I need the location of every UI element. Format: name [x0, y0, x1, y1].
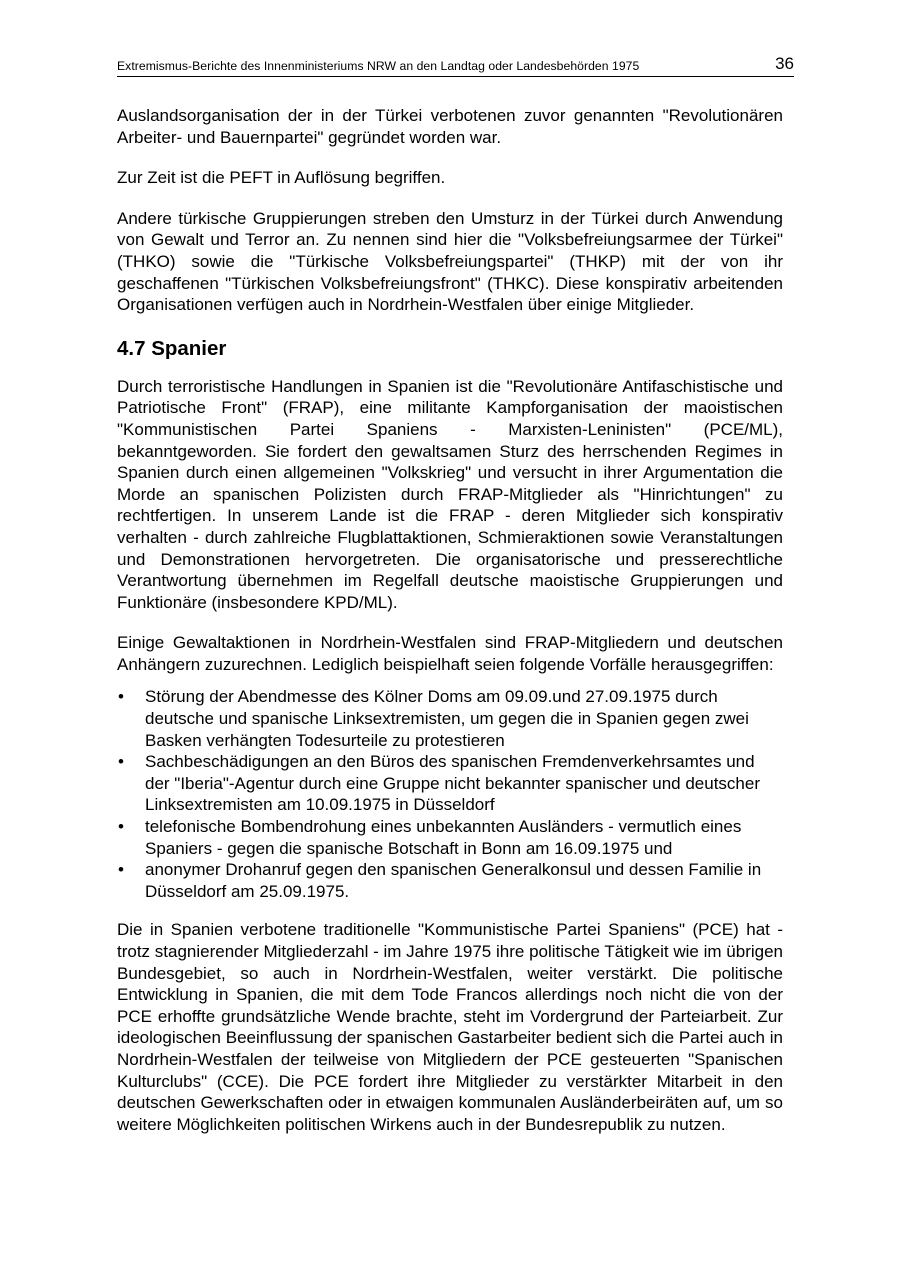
incident-list — [117, 686, 783, 902]
list-item-text: telefonische Bombendrohung eines unbekannten Ausländers - vermutlich eines Spaniers - gegen die spanische Botschaft in Bonn am 16.09.1975 und — [145, 817, 742, 858]
paragraph: Die in Spanien verbotene traditionelle "Kommunistische Partei Spaniens" (PCE) hat - trotz stagnierender Mitgliederzahl - im Jahre 1975 ihre politische Tätigkeit wie im übrigen Bundesgebiet, so auch in Nordrhein-Westfalen, weiter verstärkt. Die politische Entwicklung in Spanien, die mit dem Tode Francos allerdings noch nicht die von der PCE erhoffte grundsätzliche Wende brachte, steht im Vordergrund der Parteiarbeit. Zur ideologischen Beeinflussung der spanischen Gastarbeiter bedient sich die Partei auch in Nordrhein-Westfalen der teilweise von Mitgliedern der PCE gesteuerten "Spanischen Kulturclubs" (CCE). Die PCE fordert ihre Mitglieder zu verstärkter Mitarbeit in den deutschen Gewerkschaften oder in etwaigen kommunalen Ausländerbeiräten auf, um so weitere Möglichkeiten politischen Wirkens auch in der Bundesrepublik zu nutzen. — [117, 920, 783, 1134]
paragraph: Durch terroristische Handlungen in Spanien ist die "Revolutionäre Antifaschistische und Patriotische Front" (FRAP), eine militante Kampforganisation der maoistischen "Kommunistischen Partei Spaniens - Marxisten-Leninisten" (PCE/ML), bekanntgeworden. Sie fordert den gewaltsamen Sturz des herrschenden Regimes in Spanien durch einen allgemeinen "Volkskrieg" und versucht in ihrer Argumentation die Morde an spanischen Polizisten durch FRAP-Mitglieder als "Hinrichtungen" zu rechtfertigen. In unserem Lande ist die FRAP - deren Mitglieder sich konspirativ verhalten - durch zahlreiche Flugblattaktionen, Schmieraktionen sowie Veranstaltungen und Demonstrationen hervorgetreten. Die organisatorische und presserechtliche Verantwortung übernehmen im Regelfall deutsche maoistische Gruppierungen und Funktionäre (insbesondere KPD/ML). — [117, 376, 783, 612]
paragraph: Andere türkische Gruppierungen streben den Umsturz in der Türkei durch Anwendung von Gewalt und Terror an. Zu nennen sind hier die "Volksbefreiungsarmee der Türkei" (THKO) sowie die "Türkische Volksbefreiungspartei" (THKP) mit der von ihr geschaffenen "Türkischen Volksbefreiungsfront" (THKC). Diese konspirativ arbeitenden Organisationen verfügen auch in Nordrhein-Westfalen über einige Mitglieder. — [117, 208, 783, 315]
list-item-text: anonymer Drohanruf gegen den spanischen Generalkonsul und dessen Familie in Düsseldorf am 25.09.1975. — [145, 860, 762, 901]
page-header — [117, 52, 794, 77]
bullet-icon: • — [118, 860, 124, 880]
paragraph: Einige Gewaltaktionen in Nordrhein-Westfalen sind FRAP-Mitgliedern und deutschen Anhängern zuzurechnen. Lediglich beispielhaft seien folgende Vorfälle herausgegriffen: — [117, 633, 783, 674]
list-item — [117, 859, 783, 902]
header-title: Extremismus-Berichte des Innenministeriums NRW an den Landtag oder Landesbehörden 1975 — [117, 59, 640, 73]
list-item — [117, 751, 783, 816]
list-item-text: Sachbeschädigungen an den Büros des spanischen Fremdenverkehrsamtes und der "Iberia"-Agentur durch eine Gruppe nicht bekannter spanischer und deutscher Linksextremisten am 10.09.1975 in Düsseldorf — [145, 752, 760, 815]
bullet-icon: • — [118, 687, 124, 707]
document-body — [117, 105, 783, 1154]
list-item — [117, 816, 783, 859]
list-item-text: Störung der Abendmesse des Kölner Doms am 09.09.und 27.09.1975 durch deutsche und spanische Linksextremisten, um gegen die in Spanien gegen zwei Basken verhängten Todesurteile zu protestieren — [145, 687, 749, 750]
bullet-icon: • — [118, 752, 124, 772]
paragraph: Zur Zeit ist die PEFT in Auflösung begriffen. — [117, 168, 446, 188]
list-item — [117, 686, 783, 751]
bullet-icon: • — [118, 817, 124, 837]
paragraph: Auslandsorganisation der in der Türkei verbotenen zuvor genannten "Revolutionären Arbeiter- und Bauernpartei" gegründet worden war. — [117, 106, 783, 147]
section-heading: 4.7 Spanier — [117, 336, 227, 360]
page-number: 36 — [775, 54, 794, 73]
